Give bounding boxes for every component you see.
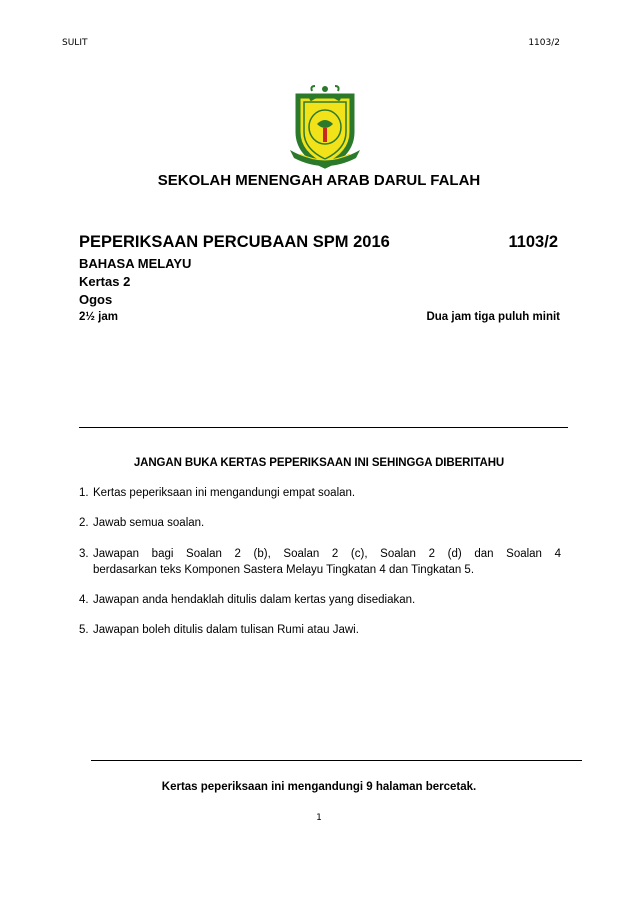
exam-code: 1103/2 xyxy=(508,233,558,251)
header-right: 1103/2 xyxy=(528,38,560,48)
divider-top xyxy=(79,427,568,428)
instruction-text: Jawab semua soalan. xyxy=(93,517,205,529)
exam-month: Ogos xyxy=(79,292,113,307)
instruction-number: 4. xyxy=(79,594,89,606)
instruction-number: 2. xyxy=(79,517,89,529)
paper-number: Kertas 2 xyxy=(79,274,131,289)
instruction-4 xyxy=(79,592,561,608)
page-number: 1 xyxy=(316,813,322,823)
instruction-text-line2: berdasarkan teks Komponen Sastera Melayu Tingkatan 4 dan Tingkatan 5. xyxy=(93,564,475,576)
instruction-number: 5. xyxy=(79,624,89,636)
instruction-text: Jawapan boleh ditulis dalam tulisan Rumi atau Jawi. xyxy=(93,624,359,636)
instruction-number: 3. xyxy=(79,548,89,560)
exam-title: PEPERIKSAAN PERCUBAAN SPM 2016 xyxy=(79,233,390,251)
warning-notice: JANGAN BUKA KERTAS PEPERIKSAAN INI SEHINGGA DIBERITAHU xyxy=(133,457,505,469)
instruction-1 xyxy=(79,485,561,501)
subject: BAHASA MELAYU xyxy=(79,256,192,271)
instruction-3 xyxy=(79,546,561,578)
school-crest-icon xyxy=(286,80,364,170)
duration-long: Dua jam tiga puluh minit xyxy=(426,311,560,323)
instruction-5 xyxy=(79,622,561,638)
instruction-text-line1: Jawapan bagi Soalan 2 (b), Soalan 2 (c), Soalan 2 (d) dan Soalan 4 xyxy=(93,548,561,560)
divider-bottom xyxy=(91,760,582,761)
instruction-2 xyxy=(79,515,561,531)
instruction-number: 1. xyxy=(79,487,89,499)
school-name: SEKOLAH MENENGAH ARAB DARUL FALAH xyxy=(157,172,481,189)
instruction-text: Kertas peperiksaan ini mengandungi empat soalan. xyxy=(93,487,356,499)
page-count-note: Kertas peperiksaan ini mengandungi 9 halaman bercetak. xyxy=(161,781,477,793)
header-left: SULIT xyxy=(62,38,88,48)
instruction-text: Jawapan anda hendaklah ditulis dalam kertas yang disediakan. xyxy=(93,594,416,606)
duration-short: 2½ jam xyxy=(79,311,118,323)
